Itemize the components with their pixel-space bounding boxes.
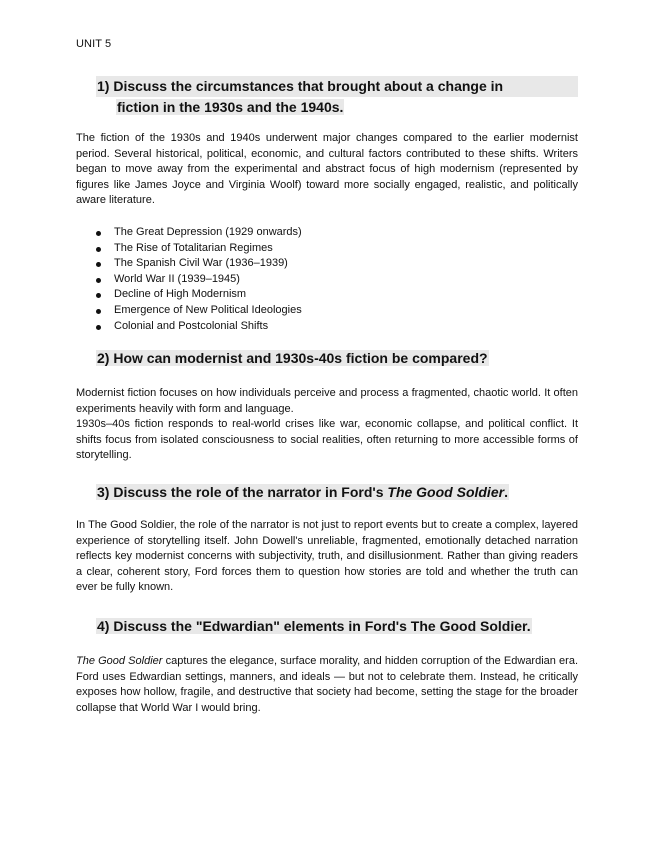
question-2-paragraph-1: Modernist fiction focuses on how individuals perceive and process a fragmented, chaotic world. It often experiments heavily with form and language. [76,387,578,415]
list-item: The Rise of Totalitarian Regimes [96,241,496,257]
question-1-heading-line1: 1) Discuss the circumstances that brought about a change in [96,76,578,97]
list-item: Decline of High Modernism [96,287,496,303]
question-3-heading-book-title: The Good Soldier [387,484,505,500]
question-3-heading-suffix: . [504,484,508,500]
question-2-paragraph-2: 1930s–40s fiction responds to real-world crises like war, economic collapse, and political conflict. It shifts focus from isolated consciousness to social realities, often returning to more accessible forms of storytelling. [76,418,578,462]
list-item: Colonial and Postcolonial Shifts [96,319,496,335]
question-4-book-title: The Good Soldier [76,655,163,667]
question-2-paragraphs [76,386,578,464]
list-item: The Spanish Civil War (1936–1939) [96,256,496,272]
question-1-bullet-list [96,225,496,334]
question-1-paragraph: The fiction of the 1930s and 1940s underwent major changes compared to the earlier modernist period. Several historical, political, economic, and cultural factors contributed to these shifts. Writers began to move away from the experimental and abstract focus of high modernism (represented by figures like James Joyce and Virginia Woolf) toward more socially engaged, realistic, and politically aware literature. [76,132,578,207]
question-3-paragraph: In The Good Soldier, the role of the narrator is not just to report events but to create a complex, layered experience of storytelling itself. John Dowell's unreliable, fragmented, emotionally detached narration reflects key modernist concerns with subjectivity, truth, and disillusionment. Rather than giving readers a clear, coherent story, Ford forces them to question how stories are told and whether the truth can ever be fully known. [76,519,578,594]
unit-label: UNIT 5 [76,38,112,50]
question-4-heading [96,616,578,637]
question-2-heading-text: 2) How can modernist and 1930s-40s fiction be compared? [97,350,488,366]
question-1-heading [96,76,578,118]
question-1-heading-line2: fiction in the 1930s and the 1940s. [117,99,344,115]
question-4-paragraph-text: captures the elegance, surface morality, and hidden corruption of the Edwardian era. Ford uses Edwardian settings, manners, and ideals — but not to celebrate them. Instead, he critically exposes how hollow, fragile, and destructive that society had become, setting the stage for the broader collapse that World War I would bring. [76,655,579,714]
list-item: World War II (1939–1945) [96,272,496,288]
question-3-heading-prefix: 3) Discuss the role of the narrator in Ford's [97,484,388,500]
question-3-heading [96,482,578,503]
list-item: Emergence of New Political Ideologies [96,303,496,319]
question-4-paragraph [76,654,578,716]
list-item: The Great Depression (1929 onwards) [96,225,496,241]
question-4-heading-text: 4) Discuss the "Edwardian" elements in Ford's The Good Soldier. [97,618,531,634]
question-2-heading [96,348,578,369]
